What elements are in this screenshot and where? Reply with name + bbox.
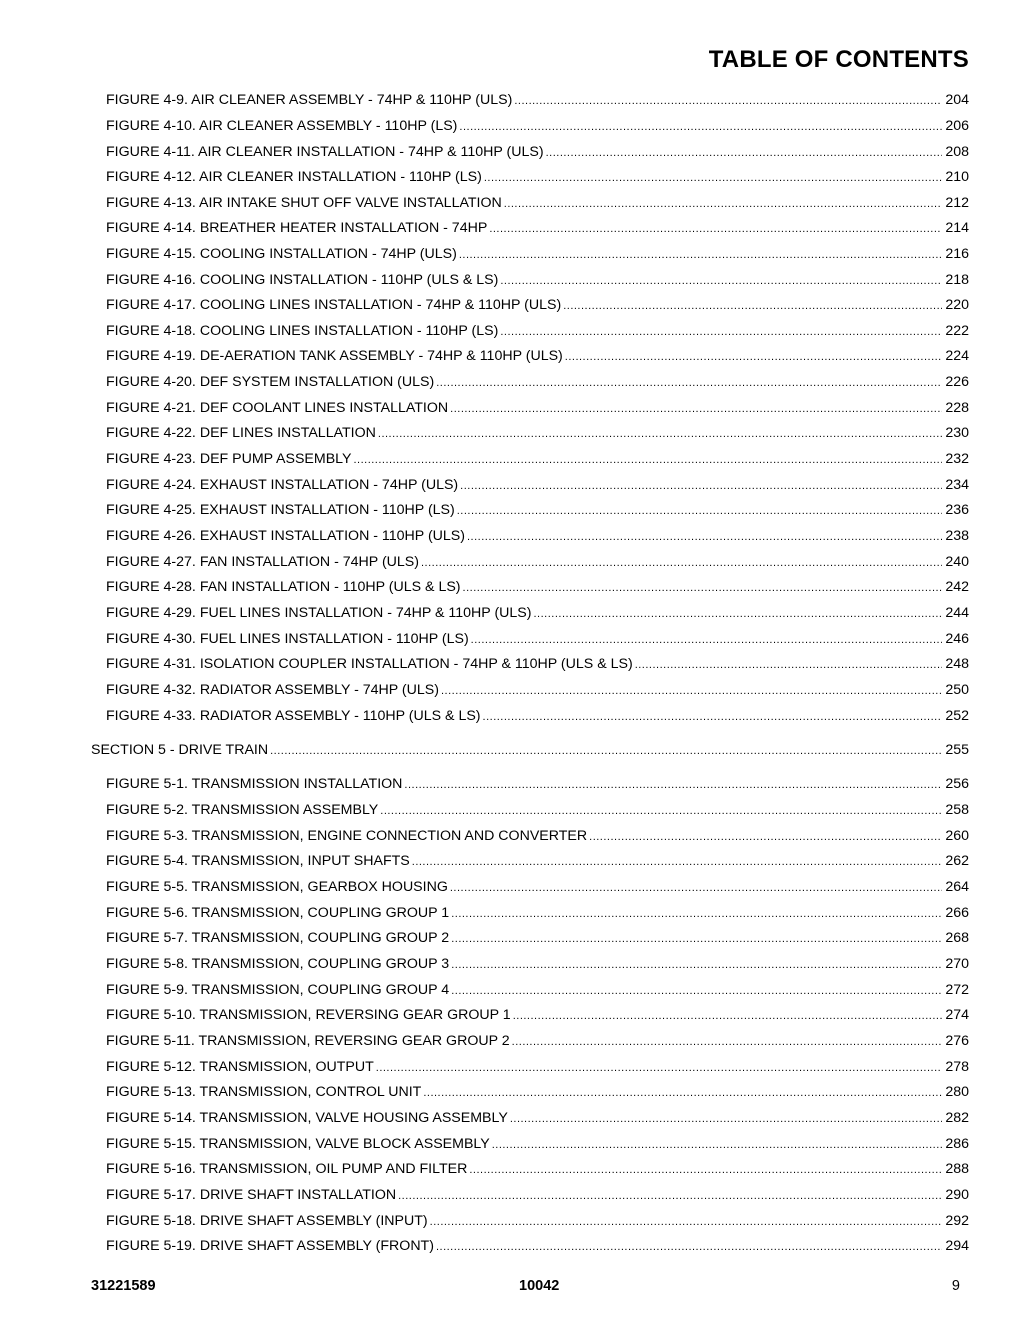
toc-entry[interactable] bbox=[106, 656, 969, 673]
toc-entry-label: FIGURE 4-12. AIR CLEANER INSTALLATION - 110HP (LS) bbox=[106, 169, 482, 185]
toc-entry[interactable] bbox=[106, 1007, 969, 1024]
toc-entry-label: FIGURE 4-32. RADIATOR ASSEMBLY - 74HP (ULS) bbox=[106, 682, 439, 698]
toc-entry-label: FIGURE 4-10. AIR CLEANER ASSEMBLY - 110HP (LS) bbox=[106, 118, 458, 134]
dot-leader bbox=[512, 1033, 943, 1050]
toc-entry-label: FIGURE 4-15. COOLING INSTALLATION - 74HP (ULS) bbox=[106, 246, 457, 262]
toc-entry-label: FIGURE 4-21. DEF COOLANT LINES INSTALLATION bbox=[106, 400, 449, 416]
toc-entry-page: 280 bbox=[945, 1084, 969, 1100]
toc-entry-label: FIGURE 4-27. FAN INSTALLATION - 74HP (ULS) bbox=[106, 554, 419, 570]
toc-entry[interactable] bbox=[106, 802, 969, 819]
toc-entry-page: 264 bbox=[945, 879, 969, 895]
toc-entry[interactable] bbox=[106, 246, 969, 263]
toc-entry-page: 282 bbox=[945, 1110, 969, 1126]
dot-leader bbox=[378, 425, 942, 442]
toc-entry[interactable] bbox=[106, 853, 969, 870]
dot-leader bbox=[451, 905, 942, 922]
dot-leader bbox=[450, 400, 942, 417]
toc-section-entry[interactable] bbox=[91, 742, 969, 759]
toc-entry-page: 222 bbox=[945, 323, 969, 339]
dot-leader bbox=[451, 982, 942, 999]
toc-entry-page: 244 bbox=[945, 605, 969, 621]
dot-leader bbox=[451, 956, 942, 973]
toc-entry[interactable] bbox=[106, 451, 969, 468]
dot-leader bbox=[457, 502, 943, 519]
toc-entry-page: 230 bbox=[945, 425, 969, 441]
dot-leader bbox=[492, 1136, 943, 1153]
dot-leader bbox=[412, 853, 943, 870]
toc-entry[interactable] bbox=[106, 930, 969, 947]
toc-entry-label: FIGURE 4-28. FAN INSTALLATION - 110HP (ULS & LS) bbox=[106, 579, 461, 595]
toc-entry[interactable] bbox=[106, 1238, 969, 1255]
toc-entry-page: 234 bbox=[945, 477, 969, 493]
dot-leader bbox=[459, 118, 942, 135]
toc-entry-page: 258 bbox=[945, 802, 969, 818]
toc-entry-page: 236 bbox=[945, 502, 969, 518]
dot-leader bbox=[376, 1059, 943, 1076]
toc-entry[interactable] bbox=[106, 297, 969, 314]
dot-leader bbox=[450, 879, 942, 896]
toc-entry-label: FIGURE 4-14. BREATHER HEATER INSTALLATION - 74HP bbox=[106, 220, 488, 236]
toc-entry[interactable] bbox=[106, 708, 969, 725]
dot-leader bbox=[436, 1238, 942, 1255]
dot-leader bbox=[380, 802, 942, 819]
dot-leader bbox=[546, 144, 943, 161]
toc-entry[interactable] bbox=[106, 776, 969, 793]
dot-leader bbox=[469, 1161, 942, 1178]
toc-entry[interactable] bbox=[106, 195, 969, 212]
toc-entry-label: FIGURE 5-9. TRANSMISSION, COUPLING GROUP 4 bbox=[106, 982, 450, 998]
toc-entry[interactable] bbox=[106, 374, 969, 391]
toc-entry-label: FIGURE 5-5. TRANSMISSION, GEARBOX HOUSING bbox=[106, 879, 448, 895]
toc-entry-label: FIGURE 5-13. TRANSMISSION, CONTROL UNIT bbox=[106, 1084, 422, 1100]
toc-entry-page: 218 bbox=[945, 272, 969, 288]
toc-entry[interactable] bbox=[106, 323, 969, 340]
toc-entry-page: 290 bbox=[945, 1187, 969, 1203]
toc-entry-label: FIGURE 4-13. AIR INTAKE SHUT OFF VALVE INSTALLATION bbox=[106, 195, 502, 211]
toc-entry[interactable] bbox=[106, 605, 969, 622]
dot-leader bbox=[504, 195, 943, 212]
toc-entry[interactable] bbox=[106, 144, 969, 161]
dot-leader bbox=[510, 1110, 943, 1127]
dot-leader bbox=[513, 1007, 943, 1024]
toc-entry[interactable] bbox=[106, 272, 969, 289]
toc-entry-label: FIGURE 4-33. RADIATOR ASSEMBLY - 110HP (ULS & LS) bbox=[106, 708, 481, 724]
dot-leader bbox=[353, 451, 942, 468]
toc-entry[interactable] bbox=[106, 528, 969, 545]
dot-leader bbox=[489, 220, 942, 237]
toc-entry-label: FIGURE 5-1. TRANSMISSION INSTALLATION bbox=[106, 776, 403, 792]
toc-entry-label: FIGURE 5-7. TRANSMISSION, COUPLING GROUP 2 bbox=[106, 930, 450, 946]
toc-entry[interactable] bbox=[106, 169, 969, 186]
toc-entry-page: 232 bbox=[945, 451, 969, 467]
toc-entry-label: FIGURE 5-2. TRANSMISSION ASSEMBLY bbox=[106, 802, 379, 818]
toc-entry-page: 250 bbox=[945, 682, 969, 698]
toc-entry-page: 238 bbox=[945, 528, 969, 544]
toc-entry-page: 286 bbox=[945, 1136, 969, 1152]
dot-leader bbox=[421, 554, 942, 571]
toc-entry[interactable] bbox=[106, 1084, 969, 1101]
toc-entry-page: 224 bbox=[945, 348, 969, 364]
toc-entry-page: 255 bbox=[945, 742, 969, 758]
toc-entry-page: 212 bbox=[945, 195, 969, 211]
toc-entry-page: 294 bbox=[945, 1238, 969, 1254]
toc-entry-label: FIGURE 4-19. DE-AERATION TANK ASSEMBLY - 74HP & 110HP (ULS) bbox=[106, 348, 563, 364]
toc-entry-page: 246 bbox=[945, 631, 969, 647]
toc-entry-label: FIGURE 4-30. FUEL LINES INSTALLATION - 110HP (LS) bbox=[106, 631, 469, 647]
toc-entry-label: FIGURE 5-17. DRIVE SHAFT INSTALLATION bbox=[106, 1187, 397, 1203]
toc-entry[interactable] bbox=[106, 1136, 969, 1153]
toc-entry[interactable] bbox=[106, 956, 969, 973]
toc-entry-page: 274 bbox=[945, 1007, 969, 1023]
toc-entry-label: FIGURE 5-16. TRANSMISSION, OIL PUMP AND FILTER bbox=[106, 1161, 468, 1177]
toc-entry[interactable] bbox=[106, 828, 969, 845]
toc-entry-page: 276 bbox=[945, 1033, 969, 1049]
toc-entry-label: FIGURE 5-3. TRANSMISSION, ENGINE CONNECTION AND CONVERTER bbox=[106, 828, 588, 844]
toc-entry-page: 228 bbox=[945, 400, 969, 416]
toc-entry-page: 242 bbox=[945, 579, 969, 595]
toc-entry-label: FIGURE 4-18. COOLING LINES INSTALLATION - 110HP (LS) bbox=[106, 323, 499, 339]
dot-leader bbox=[563, 297, 942, 314]
toc-entry-page: 208 bbox=[945, 144, 969, 160]
toc-entry-label: FIGURE 4-11. AIR CLEANER INSTALLATION - 74HP & 110HP (ULS) bbox=[106, 144, 544, 160]
toc-entry-page: 216 bbox=[945, 246, 969, 262]
toc-entry-page: 268 bbox=[945, 930, 969, 946]
toc-entry-page: 240 bbox=[945, 554, 969, 570]
dot-leader bbox=[436, 374, 942, 391]
toc-entry-label: FIGURE 5-10. TRANSMISSION, REVERSING GEAR GROUP 1 bbox=[106, 1007, 511, 1023]
toc-entry-page: 270 bbox=[945, 956, 969, 972]
toc-entry[interactable] bbox=[106, 579, 969, 596]
toc-entry[interactable] bbox=[106, 879, 969, 896]
toc-entry[interactable] bbox=[106, 502, 969, 519]
toc-entry-label: FIGURE 4-26. EXHAUST INSTALLATION - 110HP (ULS) bbox=[106, 528, 465, 544]
toc-entry[interactable] bbox=[106, 631, 969, 648]
toc-entry-label: FIGURE 5-11. TRANSMISSION, REVERSING GEAR GROUP 2 bbox=[106, 1033, 510, 1049]
toc-entry-label: FIGURE 5-15. TRANSMISSION, VALVE BLOCK ASSEMBLY bbox=[106, 1136, 490, 1152]
toc-entry-label: FIGURE 4-22. DEF LINES INSTALLATION bbox=[106, 425, 376, 441]
toc-entry-label: FIGURE 5-12. TRANSMISSION, OUTPUT bbox=[106, 1059, 374, 1075]
toc-entry-page: 210 bbox=[945, 169, 969, 185]
toc-entry[interactable] bbox=[106, 1110, 969, 1127]
toc-entry-label: FIGURE 4-16. COOLING INSTALLATION - 110HP (ULS & LS) bbox=[106, 272, 499, 288]
toc-entry-page: 248 bbox=[945, 656, 969, 672]
toc-entry-label: FIGURE 4-23. DEF PUMP ASSEMBLY bbox=[106, 451, 352, 467]
dot-leader bbox=[534, 605, 943, 622]
footer-code: 10042 bbox=[519, 1278, 560, 1294]
dot-leader bbox=[398, 1187, 942, 1204]
dot-leader bbox=[467, 528, 942, 545]
toc-entry[interactable] bbox=[106, 118, 969, 135]
toc-entry[interactable] bbox=[106, 400, 969, 417]
toc-entry-label: FIGURE 5-14. TRANSMISSION, VALVE HOUSING ASSEMBLY bbox=[106, 1110, 508, 1126]
toc-entry-label: SECTION 5 - DRIVE TRAIN bbox=[91, 742, 269, 758]
dot-leader bbox=[463, 579, 943, 596]
toc-entry-page: 220 bbox=[945, 297, 969, 313]
toc-entry-page: 288 bbox=[945, 1161, 969, 1177]
dot-leader bbox=[423, 1084, 942, 1101]
toc-entry-label: FIGURE 5-18. DRIVE SHAFT ASSEMBLY (INPUT) bbox=[106, 1213, 428, 1229]
toc-entry-label: FIGURE 5-19. DRIVE SHAFT ASSEMBLY (FRONT) bbox=[106, 1238, 434, 1254]
toc-entry[interactable] bbox=[106, 220, 969, 237]
toc-entry-page: 292 bbox=[945, 1213, 969, 1229]
toc-entry[interactable] bbox=[106, 1059, 969, 1076]
toc-entry-label: FIGURE 5-4. TRANSMISSION, INPUT SHAFTS bbox=[106, 853, 410, 869]
toc-entry-page: 256 bbox=[945, 776, 969, 792]
toc-entry-label: FIGURE 5-8. TRANSMISSION, COUPLING GROUP 3 bbox=[106, 956, 450, 972]
toc-entry-label: FIGURE 4-29. FUEL LINES INSTALLATION - 74HP & 110HP (ULS) bbox=[106, 605, 532, 621]
toc-entry-page: 272 bbox=[945, 982, 969, 998]
toc-entry-page: 226 bbox=[945, 374, 969, 390]
toc-entry[interactable] bbox=[106, 425, 969, 442]
toc-entry[interactable] bbox=[106, 905, 969, 922]
dot-leader bbox=[471, 631, 943, 648]
toc-entry-label: FIGURE 4-24. EXHAUST INSTALLATION - 74HP (ULS) bbox=[106, 477, 459, 493]
toc-entry-label: FIGURE 5-6. TRANSMISSION, COUPLING GROUP 1 bbox=[106, 905, 450, 921]
dot-leader bbox=[430, 1213, 943, 1230]
toc-entry-label: FIGURE 4-31. ISOLATION COUPLER INSTALLATION - 74HP & 110HP (ULS & LS) bbox=[106, 656, 633, 672]
toc-entry[interactable] bbox=[106, 348, 969, 365]
toc-entry-page: 206 bbox=[945, 118, 969, 134]
toc-entry[interactable] bbox=[106, 982, 969, 999]
toc-entry-page: 252 bbox=[945, 708, 969, 724]
page-title: TABLE OF CONTENTS bbox=[708, 46, 969, 73]
dot-leader bbox=[514, 92, 942, 109]
toc-entry-page: 204 bbox=[945, 92, 969, 108]
toc-entry-label: FIGURE 4-20. DEF SYSTEM INSTALLATION (ULS) bbox=[106, 374, 435, 390]
toc-entry[interactable] bbox=[106, 554, 969, 571]
dot-leader bbox=[635, 656, 943, 673]
dot-leader bbox=[459, 246, 943, 263]
toc-entry-label: FIGURE 4-9. AIR CLEANER ASSEMBLY - 74HP & 110HP (ULS) bbox=[106, 92, 513, 108]
toc-entry[interactable] bbox=[106, 1213, 969, 1230]
toc-entry[interactable] bbox=[106, 477, 969, 494]
dot-leader bbox=[589, 828, 942, 845]
dot-leader bbox=[270, 742, 942, 759]
toc-entry-label: FIGURE 4-17. COOLING LINES INSTALLATION - 74HP & 110HP (ULS) bbox=[106, 297, 562, 313]
toc-entry-label: FIGURE 4-25. EXHAUST INSTALLATION - 110HP (LS) bbox=[106, 502, 455, 518]
toc-entry-page: 214 bbox=[945, 220, 969, 236]
dot-leader bbox=[500, 272, 942, 289]
dot-leader bbox=[404, 776, 942, 793]
toc-entry-page: 278 bbox=[945, 1059, 969, 1075]
dot-leader bbox=[441, 682, 942, 699]
dot-leader bbox=[483, 708, 943, 725]
dot-leader bbox=[460, 477, 942, 494]
dot-leader bbox=[484, 169, 943, 186]
dot-leader bbox=[451, 930, 942, 947]
toc-entry[interactable] bbox=[106, 92, 969, 109]
toc-entry-page: 262 bbox=[945, 853, 969, 869]
toc-entry-page: 266 bbox=[945, 905, 969, 921]
toc-entry[interactable] bbox=[106, 1033, 969, 1050]
dot-leader bbox=[565, 348, 943, 365]
toc-entry[interactable] bbox=[106, 682, 969, 699]
toc-entry[interactable] bbox=[106, 1187, 969, 1204]
dot-leader bbox=[500, 323, 942, 340]
toc-entry-page: 260 bbox=[945, 828, 969, 844]
footer-document-number: 31221589 bbox=[91, 1278, 156, 1294]
toc-entry[interactable] bbox=[106, 1161, 969, 1178]
footer-page-number: 9 bbox=[951, 1278, 960, 1294]
